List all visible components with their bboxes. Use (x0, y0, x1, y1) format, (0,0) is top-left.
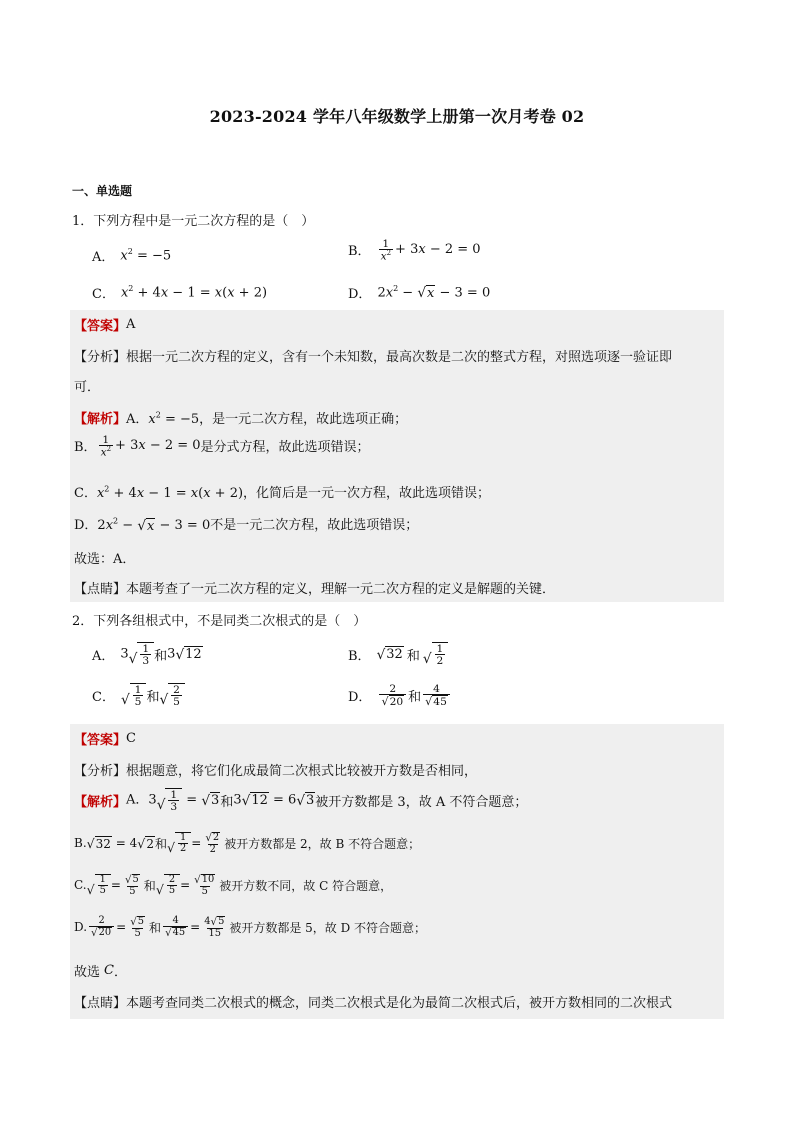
q1-option-c: C． $x^2 + 4x - 1 = x(x + 2)$ (92, 284, 268, 302)
q1-option-d: D． $2x^2$ − √ x − 3 = 0 (348, 284, 491, 302)
and-text: 和 (146, 689, 160, 705)
option-label: B． (348, 648, 371, 664)
and-text: 和 (408, 689, 422, 705)
option-label: D． (348, 689, 372, 705)
solution-a: 被开方数都是 3，故 A 不符合题意； (315, 794, 528, 810)
and-text: 和 (154, 648, 168, 664)
answer-tag: 【答案】 (74, 733, 127, 748)
option-label: C． (92, 689, 115, 705)
analysis-text: 根据题意，将它们化成最简二次根式比较被开方数是否相同， (126, 764, 478, 779)
solution-b: 被开方数都是 2，故 B 不符合题意； (224, 836, 421, 851)
answer-tag: 【答案】 (74, 319, 127, 334)
option-label: D． (348, 287, 372, 302)
solution-d: 不是一元二次方程，故此选项错误； (210, 518, 419, 534)
q2-option-c: C． √ $\frac{1}{5}$ 和 √ $\frac{2}{5}$ (92, 683, 185, 707)
question-2-stem: 2．下列各组根式中，不是同类二次根式的是（ ） (72, 614, 367, 629)
and-text: 和 (143, 878, 156, 893)
solution-c: 被开方数不同，故 C 符合题意， (219, 878, 393, 893)
solution-b: 是分式方程，故此选项错误； (200, 440, 370, 456)
and-text: 和 (220, 794, 234, 810)
solution-c: ，化简后是一元一次方程，故此选项错误； (243, 486, 491, 501)
option-label: A． (92, 250, 115, 265)
and-text: 和 (406, 648, 420, 664)
q1-option-a: A． $x^2 = -5$ (92, 247, 172, 265)
choose-text: 故选：A． (74, 552, 136, 567)
question-1-stem: 1．下列方程中是一元二次方程的是（ ） (72, 214, 315, 229)
answer-value: A (126, 317, 136, 332)
q2-answer-box: 【答案】 C 【分析】 根据题意，将它们化成最简二次根式比较被开方数是否相同， 【解析】 A．3 √ $\frac{1}{3}$ = √ 3 和 3 √ 12 = 6 √ 3 被开方数都是 3，故 A 不符合题意； B. √ 32 = 4 √ 2 和 √ $\frac{1}{2}$ = √ 2 2 被开方数都是 2，故 B 不符合题意； C. √ $\frac{1}{5}$ = √ 5 5 和 √ $\frac{2}{5}$ = √ 10 5 被开方数不同，故 C 符合题意， D. 2 √ 20 = √ 5 5 和 4 √ 45 = 4 √ 5 15 被开方数都是 5，故 D 不符合题意； 故选 C ． 【点睛】 本题考查同类二次根式的概念，同类二次根式是化为最简二次根式后，被开方数相同的二次根式 (70, 724, 724, 1019)
option-label: C． (92, 287, 115, 302)
point-tag: 【点睛】 (74, 582, 127, 597)
solution-a: ，是一元二次方程，故此选项正确； (199, 412, 408, 427)
analysis-text-cont: 可． (74, 380, 101, 395)
solution-tag: 【解析】 (74, 794, 127, 810)
solution-d: 被开方数都是 5，故 D 不符合题意； (229, 920, 427, 935)
section-heading: 一、单选题 (72, 184, 133, 198)
page-title: 2023-2024 学年八年级数学上册第一次月考卷 02 (209, 107, 585, 126)
choose-letter: C (104, 963, 114, 978)
point-tag: 【点睛】 (74, 996, 127, 1011)
and-text: 和 (154, 836, 167, 851)
answer-value: C (126, 731, 136, 746)
analysis-text: 根据一元二次方程的定义，含有一个未知数，最高次数是二次的整式方程，对照选项逐一验证即 (126, 350, 673, 365)
solution-tag: 【解析】 (74, 412, 127, 427)
q1-option-b: B． $\frac{1}{x^2}$ + 3x − 2 = 0 (348, 237, 481, 263)
point-text: 本题考查了一元二次方程的定义，理解一元二次方程的定义是解题的关键． (126, 582, 556, 597)
analysis-tag: 【分析】 (74, 764, 127, 779)
q2-option-a: A． 3 √ $\frac{1}{3}$ 和 3 √ 12 (92, 642, 202, 668)
option-label: A． (92, 648, 115, 664)
choose-text: 故选 (74, 965, 101, 980)
q2-option-d: D． 2 √ 20 和 4 √ 45 (348, 683, 452, 707)
point-text: 本题考查同类二次根式的概念，同类二次根式是化为最简二次根式后，被开方数相同的二次根式 (126, 996, 673, 1011)
and-text: 和 (149, 920, 162, 935)
q2-option-b: B． √ 32 和 √ $\frac{1}{2}$ (348, 642, 448, 666)
analysis-tag: 【分析】 (74, 350, 127, 365)
option-label: B． (348, 244, 371, 260)
q1-answer-box: 【答案】 A 【分析】 根据一元二次方程的定义，含有一个未知数，最高次数是二次的整式方程，对照选项逐一验证即 可． 【解析】 A．$x^2 = -5$ ，是一元二次方程，故此选项正确； B． $\frac{1}{x^2}$ + 3x − 2 = 0 是分式方程，故此选项错误； C．$x^2 + 4x - 1 = x(x + 2)$ ，化简后是一元一次方程，故此选项错误； D．$2x^2$ − √ x − 3 = 0 不是一元二次方程，故此选项错误； 故选：A． 【点睛】 本题考查了一元二次方程的定义，理解一元二次方程的定义是解题的关键． (70, 310, 724, 602)
